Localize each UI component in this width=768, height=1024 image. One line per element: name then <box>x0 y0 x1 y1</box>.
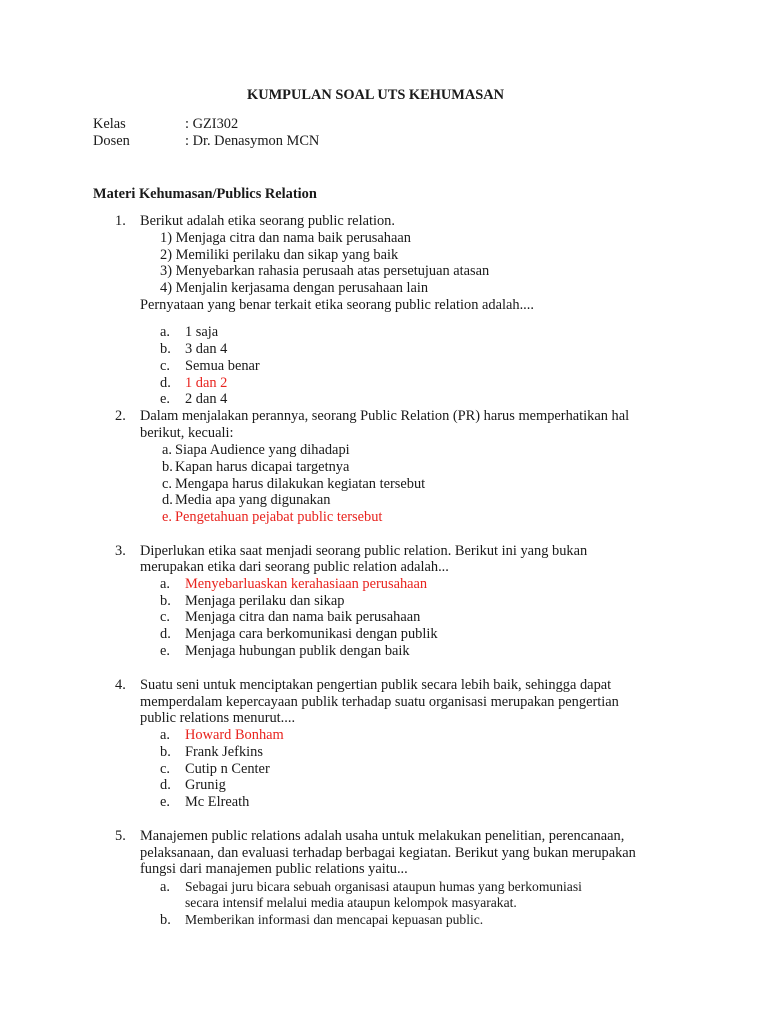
question-text: fungsi dari manajemen public relations yaitu... <box>140 861 408 877</box>
question-text: Dalam menjalakan perannya, seorang Public Relation (PR) harus memperhatikan hal <box>140 408 630 424</box>
dosen-label: Dosen <box>93 133 130 149</box>
option-letter: b. <box>160 912 171 928</box>
option-letter: e. <box>162 509 172 525</box>
question-text: Suatu seni untuk menciptakan pengertian publik secara lebih baik, sehingga dapat <box>140 677 612 693</box>
option-text: Grunig <box>185 777 226 793</box>
option-text: Semua benar <box>185 358 260 374</box>
option-text: Media apa yang digunakan <box>175 492 331 508</box>
option-text: Sebagai juru bicara sebuah organisasi ataupun humas yang berkomuniasi <box>185 879 582 894</box>
option-letter: e. <box>160 643 170 659</box>
question-text: memperdalam kepercayaan publik terhadap suatu organisasi merupakan pengertian <box>140 694 619 710</box>
option-letter: c. <box>160 761 170 777</box>
option-text: Cutip n Center <box>185 761 270 777</box>
question-text: public relations menurut.... <box>140 710 296 726</box>
section-title: Materi Kehumasan/Publics Relation <box>93 186 317 202</box>
option-letter: c. <box>162 476 172 492</box>
option-letter: d. <box>162 492 173 508</box>
option-letter: a. <box>160 324 170 340</box>
statement-item: 4) Menjalin kerjasama dengan perusahaan lain <box>160 280 429 296</box>
question-number: 2. <box>115 408 126 424</box>
option-letter: a. <box>160 727 170 743</box>
question-number: 3. <box>115 543 126 559</box>
option-text: Mengapa harus dilakukan kegiatan tersebut <box>175 476 426 492</box>
question-text: pelaksanaan, dan evaluasi terhadap berbagai kegiatan. Berikut yang bukan merupakan <box>140 845 636 861</box>
question-text: Berikut adalah etika seorang public relation. <box>140 213 395 229</box>
option-text: Menjaga hubungan publik dengan baik <box>185 643 410 659</box>
dosen-value: : Dr. Denasymon MCN <box>185 133 320 149</box>
question-text: Diperlukan etika saat menjadi seorang public relation. Berikut ini yang bukan <box>140 543 588 559</box>
option-letter: c. <box>160 358 170 374</box>
option-text: Frank Jefkins <box>185 744 263 760</box>
option-text: Menjaga cara berkomunikasi dengan publik <box>185 626 438 642</box>
option-text: Memberikan informasi dan mencapai kepuasan public. <box>185 912 484 927</box>
option-letter: b. <box>160 593 171 609</box>
option-letter: d. <box>160 626 171 642</box>
kelas-value: : GZI302 <box>185 116 239 132</box>
option-letter: e. <box>160 391 170 407</box>
option-text: Siapa Audience yang dihadapi <box>175 442 350 458</box>
option-text-continuation: secara intensif melalui media ataupun kelompok masyarakat. <box>185 895 517 910</box>
question-text: berikut, kecuali: <box>140 425 234 441</box>
statement-item: 2) Memiliki perilaku dan sikap yang baik <box>160 247 399 263</box>
option-text: 2 dan 4 <box>185 391 228 407</box>
question-number: 4. <box>115 677 126 693</box>
question-prompt: Pernyataan yang benar terkait etika seorang public relation adalah.... <box>140 297 534 313</box>
option-letter: a. <box>160 879 170 895</box>
option-letter: b. <box>162 459 173 475</box>
option-letter: b. <box>160 744 171 760</box>
option-text: Menjaga citra dan nama baik perusahaan <box>185 609 421 625</box>
option-letter: b. <box>160 341 171 357</box>
option-letter: a. <box>162 442 172 458</box>
option-text-correct: Menyebarluaskan kerahasiaan perusahaan <box>185 576 428 592</box>
kelas-label: Kelas <box>93 116 126 132</box>
option-letter: d. <box>160 375 171 391</box>
option-text: 3 dan 4 <box>185 341 228 357</box>
option-text: Menjaga perilaku dan sikap <box>185 593 345 609</box>
option-letter: d. <box>160 777 171 793</box>
question-number: 1. <box>115 213 126 229</box>
option-letter: e. <box>160 794 170 810</box>
question-text: Manajemen public relations adalah usaha untuk melakukan penelitian, perencanaan, <box>140 828 625 844</box>
question-text: merupakan etika dari seorang public relation adalah... <box>140 559 449 575</box>
document-title: KUMPULAN SOAL UTS KEHUMASAN <box>247 87 505 103</box>
option-letter: c. <box>160 609 170 625</box>
option-text-correct: Howard Bonham <box>185 727 284 743</box>
option-text: Kapan harus dicapai targetnya <box>175 459 350 475</box>
option-text: Mc Elreath <box>185 794 250 810</box>
question-number: 5. <box>115 828 126 844</box>
statement-item: 3) Menyebarkan rahasia perusaah atas persetujuan atasan <box>160 263 490 279</box>
statement-item: 1) Menjaga citra dan nama baik perusahaan <box>160 230 411 246</box>
option-text: 1 saja <box>185 324 219 340</box>
option-letter: a. <box>160 576 170 592</box>
option-text-correct: 1 dan 2 <box>185 375 228 391</box>
option-text-correct: Pengetahuan pejabat public tersebut <box>175 509 383 525</box>
